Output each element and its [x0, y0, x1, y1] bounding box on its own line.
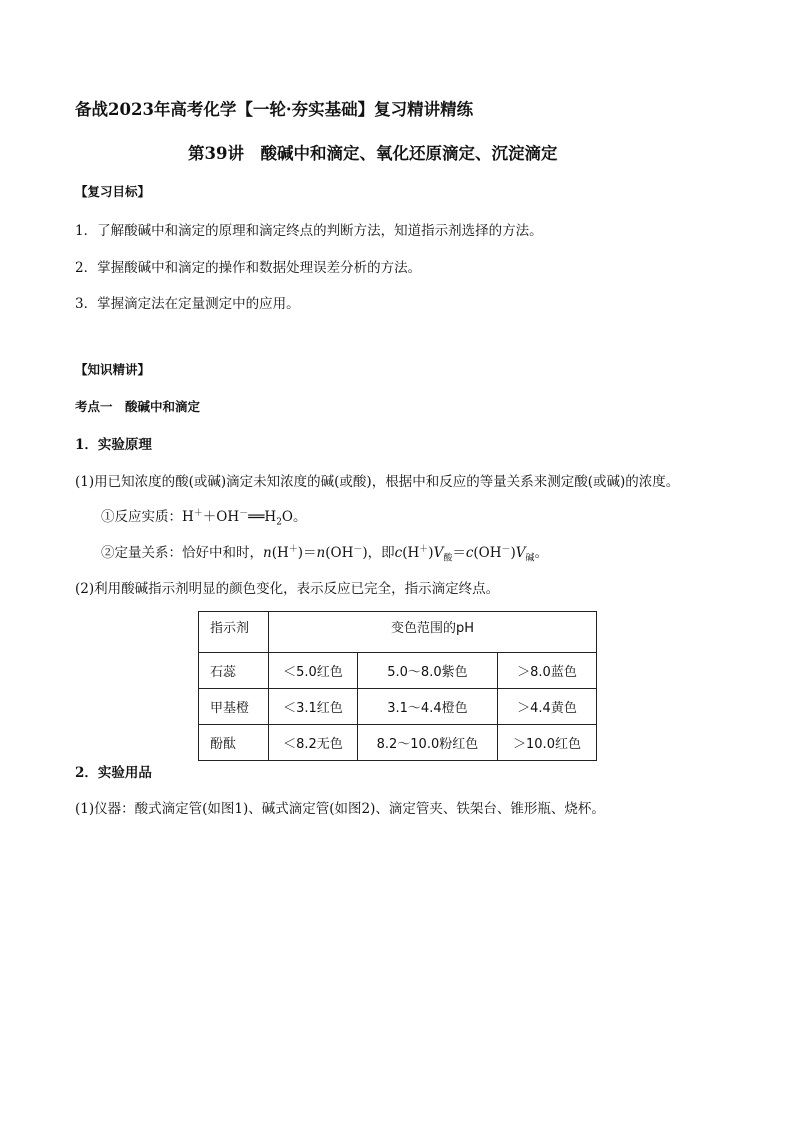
table-cell: 3.1～4.4橙色	[357, 689, 497, 725]
review-item-3: 3．掌握滴定法在定量测定中的应用。	[75, 296, 300, 312]
table-cell: ＜3.1红色	[269, 689, 358, 725]
instruments-paragraph: (1)仪器：酸式滴定管(如图1)、碱式滴定管(如图2)、滴定管夹、铁架台、锥形瓶、烧杯。	[75, 801, 605, 817]
table-cell: ＞8.0蓝色	[498, 653, 597, 689]
reaction-essence: ①反应实质：$H^++OH^-══H_2O$。	[101, 508, 307, 528]
table-cell: ＞10.0红色	[498, 725, 597, 761]
table-cell: 5.0～8.0紫色	[357, 653, 497, 689]
indicator-paragraph: (2)利用酸碱指示剂明显的颜色变化，表示反应已完全，指示滴定终点。	[75, 581, 500, 597]
table-cell: 8.2～10.0粉红色	[357, 725, 497, 761]
table-cell: ＜5.0红色	[269, 653, 358, 689]
document-title: 备战2023年高考化学【一轮·夯实基础】复习精讲精练	[75, 100, 474, 119]
table-cell: ＞4.4黄色	[498, 689, 597, 725]
table-cell: 酚酞	[199, 725, 269, 761]
quantitative-relation: ②定量关系：恰好中和时，n(H＋)＝n(OH－)，即$c(H^+)V_酸=c(OH^-)V_碱$。	[101, 544, 549, 564]
review-item-1: 1．了解酸碱中和滴定的原理和滴定终点的判断方法，知道指示剂选择的方法。	[75, 223, 543, 239]
table-header-cell: 指示剂	[199, 612, 269, 653]
table-header-cell: 变色范围的pH	[269, 612, 597, 653]
review-item-2: 2．掌握酸碱中和滴定的操作和数据处理误差分析的方法。	[75, 260, 422, 276]
table-row	[199, 725, 597, 761]
lecture-title: 第39讲 酸碱中和滴定、氧化还原滴定、沉淀滴定	[188, 144, 558, 163]
review-goals-heading: 【复习目标】	[75, 184, 151, 199]
principle-paragraph: (1)用已知浓度的酸(或碱)滴定未知浓度的碱(或酸)，根据中和反应的等量关系来测定酸(或碱)的浓度。	[75, 474, 680, 490]
table-cell: 甲基橙	[199, 689, 269, 725]
table-cell: ＜8.2无色	[269, 725, 358, 761]
table-row	[199, 653, 597, 689]
section-2-title: 2．实验用品	[75, 765, 152, 781]
table-header-row	[199, 612, 597, 653]
topic-heading: 考点一 酸碱中和滴定	[75, 399, 201, 414]
table-cell: 石蕊	[199, 653, 269, 689]
knowledge-heading: 【知识精讲】	[75, 362, 151, 377]
table-row	[199, 689, 597, 725]
indicator-table	[198, 611, 597, 761]
section-1-title: 1．实验原理	[75, 437, 152, 453]
